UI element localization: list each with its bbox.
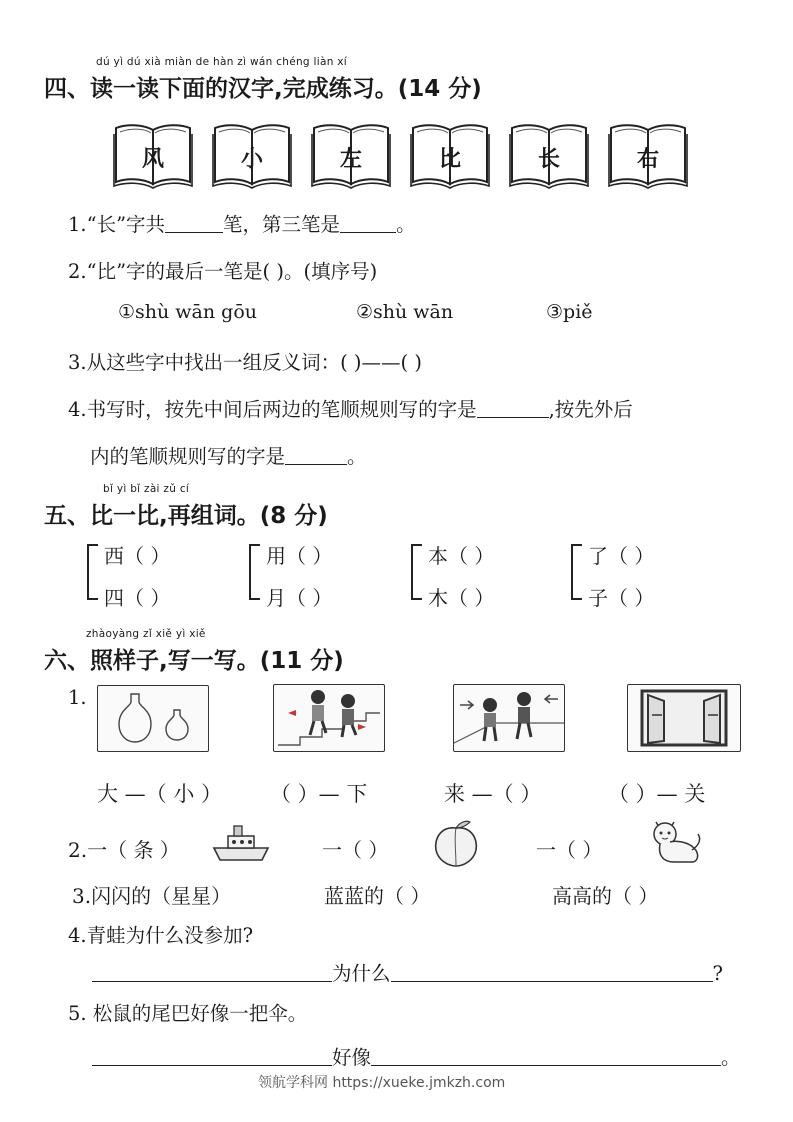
- boat-icon: [210, 818, 272, 866]
- q1-text-b: 笔，第三笔是: [223, 213, 341, 236]
- book-card: [607, 120, 689, 190]
- sec5-title: 五、比一比,再组词。(8 分): [44, 503, 328, 529]
- q1-text-c: 。: [396, 213, 416, 236]
- q1-blank-2[interactable]: [340, 213, 396, 234]
- sec6-q4-answer: [92, 958, 723, 986]
- book-character: 比: [438, 147, 461, 172]
- q2-option-1: ①shù wān gōu: [118, 301, 258, 323]
- bracket-icon: [246, 543, 262, 601]
- q4-blank-2[interactable]: [285, 445, 347, 466]
- q5-answer-end: 。: [721, 1046, 741, 1069]
- q4-text-b: ,按先外后: [548, 398, 633, 421]
- q5-answer-blank-1[interactable]: [92, 1046, 332, 1067]
- stairs-picture: [273, 684, 385, 752]
- peach-icon: [428, 814, 484, 870]
- sec4-q2: 2.“比”字的最后一笔是( )。(填序号): [68, 260, 378, 283]
- q2-option-3: ③piě: [546, 301, 593, 323]
- sec6-title: 六、照样子,写一写。(11 分): [44, 648, 344, 674]
- pair-1-bottom: 四（ ）: [104, 586, 171, 610]
- footer-watermark: 领航学科网 https://xueke.jmkzh.com: [258, 1075, 506, 1091]
- book-character: 风: [141, 147, 164, 172]
- book-character: 右: [636, 147, 659, 172]
- sec6-q3-b: 蓝蓝的（ ）: [324, 884, 431, 908]
- q4-text-d: 。: [347, 445, 367, 468]
- q1-answer-2: （ ）— 下: [270, 782, 368, 806]
- pair-4: [568, 538, 738, 618]
- book-character: 左: [339, 147, 362, 172]
- book-card: [409, 120, 491, 190]
- q1-text-a: 1.“长”字共: [68, 213, 166, 236]
- pair-2-top: 用（ ）: [266, 544, 333, 568]
- bracket-icon: [84, 543, 100, 601]
- books-row: [112, 116, 707, 194]
- q1-answer-4: （ ）— 关: [608, 782, 706, 806]
- sec6-q2-b: 一（ ）: [322, 838, 389, 862]
- book-card: [508, 120, 590, 190]
- sec6-pinyin: zhàoyàng zǐ xiě yì xiě: [86, 628, 206, 640]
- pair-3-bottom: 木（ ）: [428, 586, 495, 610]
- q1-answer-3: 来 —（ ）: [444, 782, 542, 806]
- sec4-q1: [68, 209, 416, 237]
- window-icon: [628, 685, 740, 751]
- sec5-pinyin: bǐ yì bǐ zài zǔ cí: [103, 483, 190, 495]
- window-picture: [627, 684, 741, 752]
- pair-3-top: 本（ ）: [428, 544, 495, 568]
- q4-blank-1[interactable]: [477, 398, 549, 419]
- walking-picture: [453, 684, 565, 752]
- book-character: 小: [240, 147, 263, 172]
- q4-text-c: 内的笔顺规则写的字是: [90, 445, 286, 468]
- sec6-q1-number: 1.: [68, 686, 87, 709]
- sec4-q3: 3.从这些字中找出一组反义词：( )——( ): [68, 351, 422, 374]
- vases-picture: [97, 685, 209, 752]
- q4-answer-mid: 为什么: [332, 962, 391, 985]
- cat-picture: [646, 812, 704, 868]
- q5-answer-blank-2[interactable]: [371, 1046, 721, 1067]
- book-card: [112, 120, 194, 190]
- sec4-title: 四、读一读下面的汉字,完成练习。(14 分): [44, 76, 482, 102]
- pair-1-top: 西（ ）: [104, 544, 171, 568]
- book-character: 长: [537, 147, 560, 172]
- book-card: [310, 120, 392, 190]
- sec4-pinyin: dú yì dú xià miàn de hàn zì wán chéng liàn xí: [96, 56, 348, 68]
- pair-2: [246, 538, 406, 618]
- bracket-icon: [568, 543, 584, 601]
- bracket-icon: [408, 543, 424, 601]
- stairs-kids-icon: [274, 685, 384, 751]
- q1-answer-1: 大 —（ 小 ）: [97, 782, 223, 806]
- sec4-q4-line2: [90, 441, 367, 469]
- pair-4-top: 了（ ）: [588, 544, 655, 568]
- sec6-q3-a: 3.闪闪的（星星）: [72, 884, 232, 908]
- pair-1: [84, 538, 244, 618]
- sec6-q2-a: 2.一（ 条 ）: [68, 838, 180, 862]
- q4-answer-blank-1[interactable]: [92, 962, 332, 983]
- word-pairs: [84, 538, 744, 618]
- walking-kids-icon: [454, 685, 564, 751]
- sec6-q4-question: 4.青蛙为什么没参加?: [68, 924, 254, 947]
- book-card: [211, 120, 293, 190]
- q5-answer-mid: 好像: [332, 1046, 372, 1069]
- q4-answer-end: ?: [712, 962, 723, 985]
- pair-3: [408, 538, 568, 618]
- q4-answer-blank-2[interactable]: [391, 962, 713, 983]
- sec6-q5-answer: [92, 1042, 741, 1070]
- sec6-q2-c: 一（ ）: [536, 838, 603, 862]
- sec4-q4-line1: [68, 394, 633, 422]
- peach-picture: [428, 814, 484, 870]
- cat-icon: [646, 812, 704, 868]
- boat-picture: [210, 818, 272, 866]
- sec6-q3-c: 高高的（ ）: [552, 884, 659, 908]
- vase-icon: [98, 686, 208, 751]
- q4-text-a: 4.书写时，按先中间后两边的笔顺规则写的字是: [68, 398, 477, 421]
- q1-blank-1[interactable]: [165, 213, 223, 234]
- sec6-q5-question: 5. 松鼠的尾巴好像一把伞。: [68, 1002, 308, 1025]
- pair-4-bottom: 子（ ）: [588, 586, 655, 610]
- q2-option-2: ②shù wān: [356, 301, 454, 323]
- pair-2-bottom: 月（ ）: [266, 586, 333, 610]
